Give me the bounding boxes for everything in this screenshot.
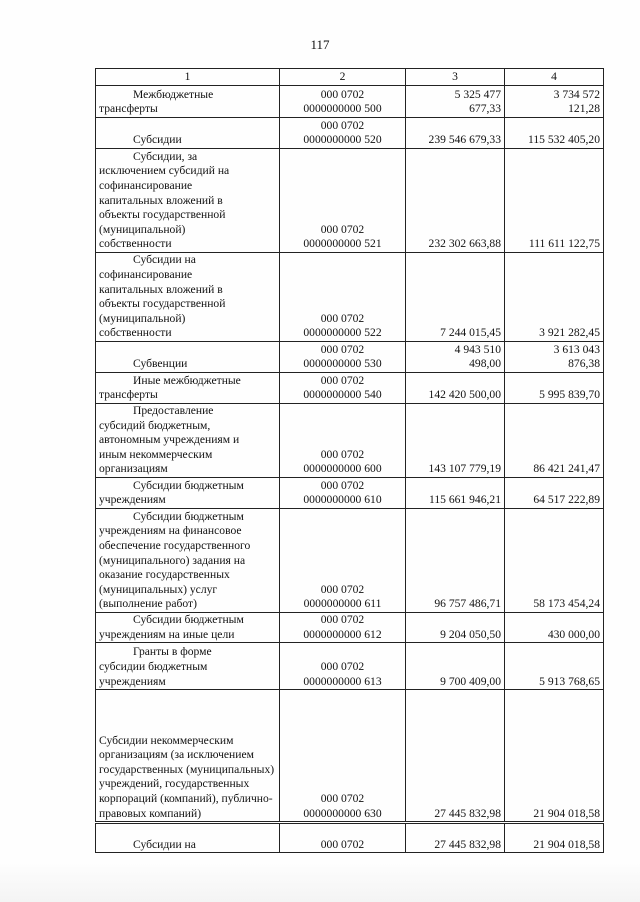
row-name: Предоставление субсидий бюджетным, автономным учреждениям и иным некоммерческим организациям xyxy=(96,404,280,478)
column-header: 1 xyxy=(96,69,280,86)
column-header: 2 xyxy=(280,69,406,86)
column-header: 3 xyxy=(406,69,505,86)
row-code: 000 0702 0000000000 520 xyxy=(280,118,406,149)
row-value-col4: 5 995 839,70 xyxy=(505,373,604,404)
row-value-col4: 5 913 768,65 xyxy=(505,643,604,690)
table-row xyxy=(96,373,604,404)
row-value-col4: 64 517 222,89 xyxy=(505,478,604,509)
row-code: 000 0702 0000000000 610 xyxy=(280,478,406,509)
row-value-col4: 430 000,00 xyxy=(505,613,604,643)
row-name: Субсидии xyxy=(96,118,280,149)
row-name: Субсидии на xyxy=(96,823,280,853)
row-code: 000 0702 0000000000 611 xyxy=(280,509,406,613)
row-value-col3: 239 546 679,33 xyxy=(406,118,505,149)
row-value-col4: 111 611 122,75 xyxy=(505,149,604,253)
row-value-col4: 58 173 454,24 xyxy=(505,509,604,613)
row-value-col3: 115 661 946,21 xyxy=(406,478,505,509)
table-row xyxy=(96,643,604,690)
row-name: Межбюджетные трансферты xyxy=(96,86,280,118)
column-header: 4 xyxy=(505,69,604,86)
row-value-col4: 21 904 018,58 xyxy=(505,690,604,823)
row-value-col3: 232 302 663,88 xyxy=(406,149,505,253)
row-value-col3: 142 420 500,00 xyxy=(406,373,505,404)
table-row xyxy=(96,342,604,373)
row-code: 000 0702 0000000000 500 xyxy=(280,86,406,118)
row-value-col3: 9 204 050,50 xyxy=(406,613,505,643)
table-row xyxy=(96,86,604,118)
row-code: 000 0702 0000000000 613 xyxy=(280,643,406,690)
row-value-col3: 143 107 779,19 xyxy=(406,404,505,478)
row-code: 000 0702 0000000000 521 xyxy=(280,149,406,253)
row-value-col3: 27 445 832,98 xyxy=(406,823,505,853)
table-row xyxy=(96,690,604,823)
row-name: Гранты в форме субсидии бюджетным учреждениям xyxy=(96,643,280,690)
row-name: Субсидии бюджетным учреждениям на иные цели xyxy=(96,613,280,643)
row-value-col3: 5 325 477 677,33 xyxy=(406,86,505,118)
row-name: Субсидии, за исключением субсидий на софинансирование капитальных вложений в объекты государственной (муниципальной) собственности xyxy=(96,149,280,253)
row-value-col4: 3 613 043 876,38 xyxy=(505,342,604,373)
table-header-row xyxy=(96,69,604,86)
row-value-col3: 27 445 832,98 xyxy=(406,690,505,823)
row-name: Субвенции xyxy=(96,342,280,373)
row-code: 000 0702 0000000000 522 xyxy=(280,253,406,342)
row-name: Субсидии на софинансирование капитальных вложений в объекты государственной (муниципальной) собственности xyxy=(96,253,280,342)
row-code: 000 0702 0000000000 530 xyxy=(280,342,406,373)
row-name: Субсидии некоммерческим организациям (за исключением государственных (муниципальных) учреждений, государственных корпораций (компаний), публично-правовых компаний) xyxy=(96,690,280,823)
row-value-col3: 4 943 510 498,00 xyxy=(406,342,505,373)
row-code: 000 0702 xyxy=(280,823,406,853)
table-row xyxy=(96,253,604,342)
row-name: Субсидии бюджетным учреждениям на финансовое обеспечение государственного (муниципального) задания на оказание государственных (муниципальных) услуг (выполнение работ) xyxy=(96,509,280,613)
scan-margin xyxy=(0,862,640,902)
table-row xyxy=(96,404,604,478)
row-value-col3: 96 757 486,71 xyxy=(406,509,505,613)
table-row xyxy=(96,118,604,149)
table-row xyxy=(96,478,604,509)
row-value-col3: 9 700 409,00 xyxy=(406,643,505,690)
row-name: Субсидии бюджетным учреждениям xyxy=(96,478,280,509)
row-value-col3: 7 244 015,45 xyxy=(406,253,505,342)
table-row xyxy=(96,509,604,613)
row-value-col4: 21 904 018,58 xyxy=(505,823,604,853)
row-value-col4: 86 421 241,47 xyxy=(505,404,604,478)
row-value-col4: 115 532 405,20 xyxy=(505,118,604,149)
page-number: 117 xyxy=(310,37,330,52)
table-row xyxy=(96,823,604,853)
row-value-col4: 3 734 572 121,28 xyxy=(505,86,604,118)
table-row xyxy=(96,613,604,643)
row-code: 000 0702 0000000000 612 xyxy=(280,613,406,643)
budget-table xyxy=(95,68,604,853)
row-value-col4: 3 921 282,45 xyxy=(505,253,604,342)
row-code: 000 0702 0000000000 600 xyxy=(280,404,406,478)
row-code: 000 0702 0000000000 540 xyxy=(280,373,406,404)
row-code: 000 0702 0000000000 630 xyxy=(280,690,406,823)
row-name: Иные межбюджетные трансферты xyxy=(96,373,280,404)
table-row xyxy=(96,149,604,253)
